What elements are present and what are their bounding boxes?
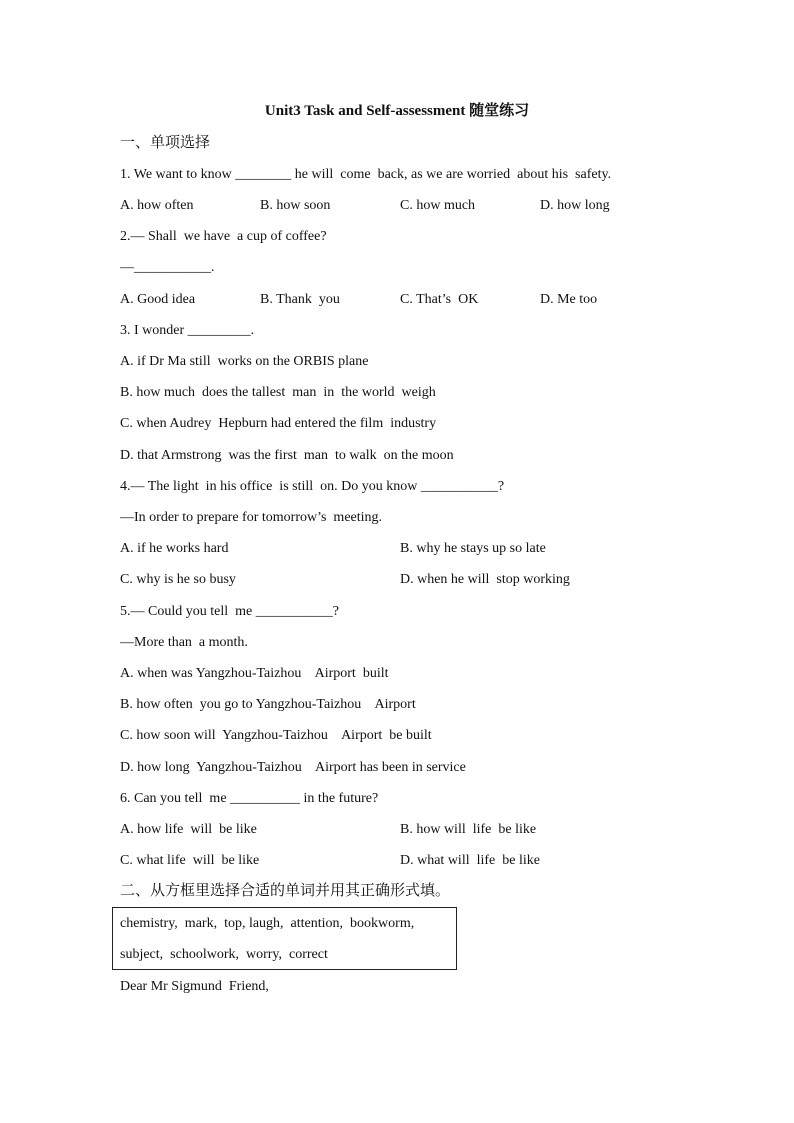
- question-5-option-a: A. when was Yangzhou-Taizhou Airport built: [120, 666, 389, 681]
- question-1-option-b: B. how soon: [260, 198, 331, 213]
- question-1-stem: 1. We want to know ________ he will come back, as we are worried about his safety.: [120, 167, 612, 182]
- question-4-option-d: D. when he will stop working: [400, 572, 570, 587]
- question-2-stem: 2.— Shall we have a cup of coffee?: [120, 229, 327, 244]
- letter-salutation: Dear Mr Sigmund Friend,: [120, 979, 269, 994]
- question-5-option-d: D. how long Yangzhou-Taizhou Airport has been in service: [120, 760, 466, 775]
- question-2-option-b: B. Thank you: [260, 292, 340, 307]
- question-4-option-b: B. why he stays up so late: [400, 541, 546, 556]
- question-3-option-a: A. if Dr Ma still works on the ORBIS plane: [120, 354, 369, 369]
- section-heading-multiple-choice: 一、单项选择: [120, 135, 211, 151]
- question-1-option-d: D. how long: [540, 198, 610, 213]
- page-title: Unit3 Task and Self-assessment 随堂练习: [264, 103, 530, 119]
- section-heading-word-fill: 二、从方框里选择合适的单词并用其正确形式填。: [120, 883, 451, 899]
- question-1-option-c: C. how much: [400, 198, 476, 213]
- question-4-stem: 4.— The light in his office is still on. Do you know ___________?: [120, 479, 505, 494]
- question-5-option-b: B. how often you go to Yangzhou-Taizhou Airport: [120, 697, 416, 712]
- question-4-option-a: A. if he works hard: [120, 541, 229, 556]
- question-5-reply: —More than a month.: [120, 635, 248, 650]
- question-3-stem: 3. I wonder _________.: [120, 323, 255, 338]
- question-6-stem: 6. Can you tell me __________ in the future?: [120, 791, 379, 806]
- question-3-option-d: D. that Armstrong was the first man to walk on the moon: [120, 448, 454, 463]
- question-6-option-c: C. what life will be like: [120, 853, 260, 868]
- word-bank-line-2: subject, schoolwork, worry, correct: [120, 947, 328, 962]
- question-2-option-a: A. Good idea: [120, 292, 196, 307]
- question-6-option-d: D. what will life be like: [400, 853, 540, 868]
- question-5-stem: 5.— Could you tell me ___________?: [120, 604, 339, 619]
- question-1-option-a: A. how often: [120, 198, 194, 213]
- word-bank-box: [112, 907, 457, 970]
- question-5-option-c: C. how soon will Yangzhou-Taizhou Airport be built: [120, 728, 432, 743]
- question-4-option-c: C. why is he so busy: [120, 572, 236, 587]
- question-3-option-c: C. when Audrey Hepburn had entered the film industry: [120, 416, 437, 431]
- question-2-reply: —___________.: [120, 260, 215, 275]
- question-3-option-b: B. how much does the tallest man in the world weigh: [120, 385, 436, 400]
- question-6-option-b: B. how will life be like: [400, 822, 537, 837]
- question-2-option-c: C. That’s OK: [400, 292, 479, 307]
- question-4-reply: —In order to prepare for tomorrow’s meeting.: [120, 510, 383, 525]
- question-6-option-a: A. how life will be like: [120, 822, 257, 837]
- question-2-option-d: D. Me too: [540, 292, 598, 307]
- word-bank-line-1: chemistry, mark, top, laugh, attention, bookworm,: [120, 916, 415, 931]
